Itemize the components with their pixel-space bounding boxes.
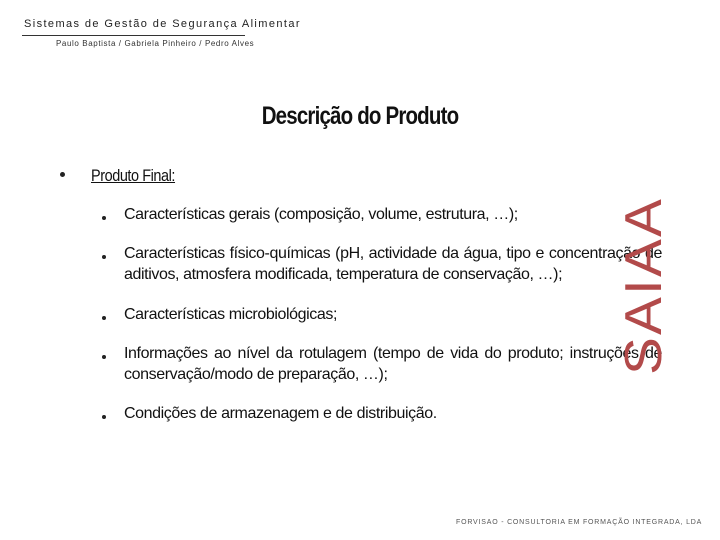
footer-text: FORVISAO - CONSULTORIA EM FORMAÇÃO INTEGRADA, LDA <box>456 519 703 526</box>
list-item-text: Informações ao nível da rotulagem (tempo de vida do produto; instruções de conservação/modo de preparação, …); <box>124 345 662 383</box>
list-item-text: Características gerais (composição, volume, estrutura, …); <box>124 206 518 223</box>
slide-title: Descrição do Produto <box>261 102 459 130</box>
list-item-text: Condições de armazenagem e de distribuição. <box>124 405 437 422</box>
sub-bullet-list <box>102 204 662 424</box>
list-item <box>102 403 662 424</box>
list-item <box>102 343 662 385</box>
bullet-icon <box>60 172 65 177</box>
list-item <box>102 304 662 325</box>
bullet-icon <box>102 316 106 320</box>
bullet-icon <box>102 415 106 419</box>
top-bullet-label: Produto Final: <box>91 166 176 185</box>
saiaa-logo-text: SAIAA <box>615 211 673 375</box>
header-authors: Paulo Baptista / Gabriela Pinheiro / Pedro Alves <box>56 39 255 48</box>
top-bullet <box>60 166 190 186</box>
list-item <box>102 204 662 225</box>
header-title: Sistemas de Gestão de Segurança Alimentar <box>24 18 301 30</box>
bullet-icon <box>102 255 106 259</box>
bullet-icon <box>102 355 106 359</box>
list-item-text: Características microbiológicas; <box>124 306 338 323</box>
list-item-text: Características físico-químicas (pH, actividade da água, tipo e concentração de aditivos, atmosfera modificada, temperatura de conservação, …); <box>124 245 662 283</box>
bullet-icon <box>102 216 106 220</box>
header-divider <box>22 35 245 36</box>
saiaa-logo <box>615 211 714 510</box>
list-item <box>102 243 662 285</box>
